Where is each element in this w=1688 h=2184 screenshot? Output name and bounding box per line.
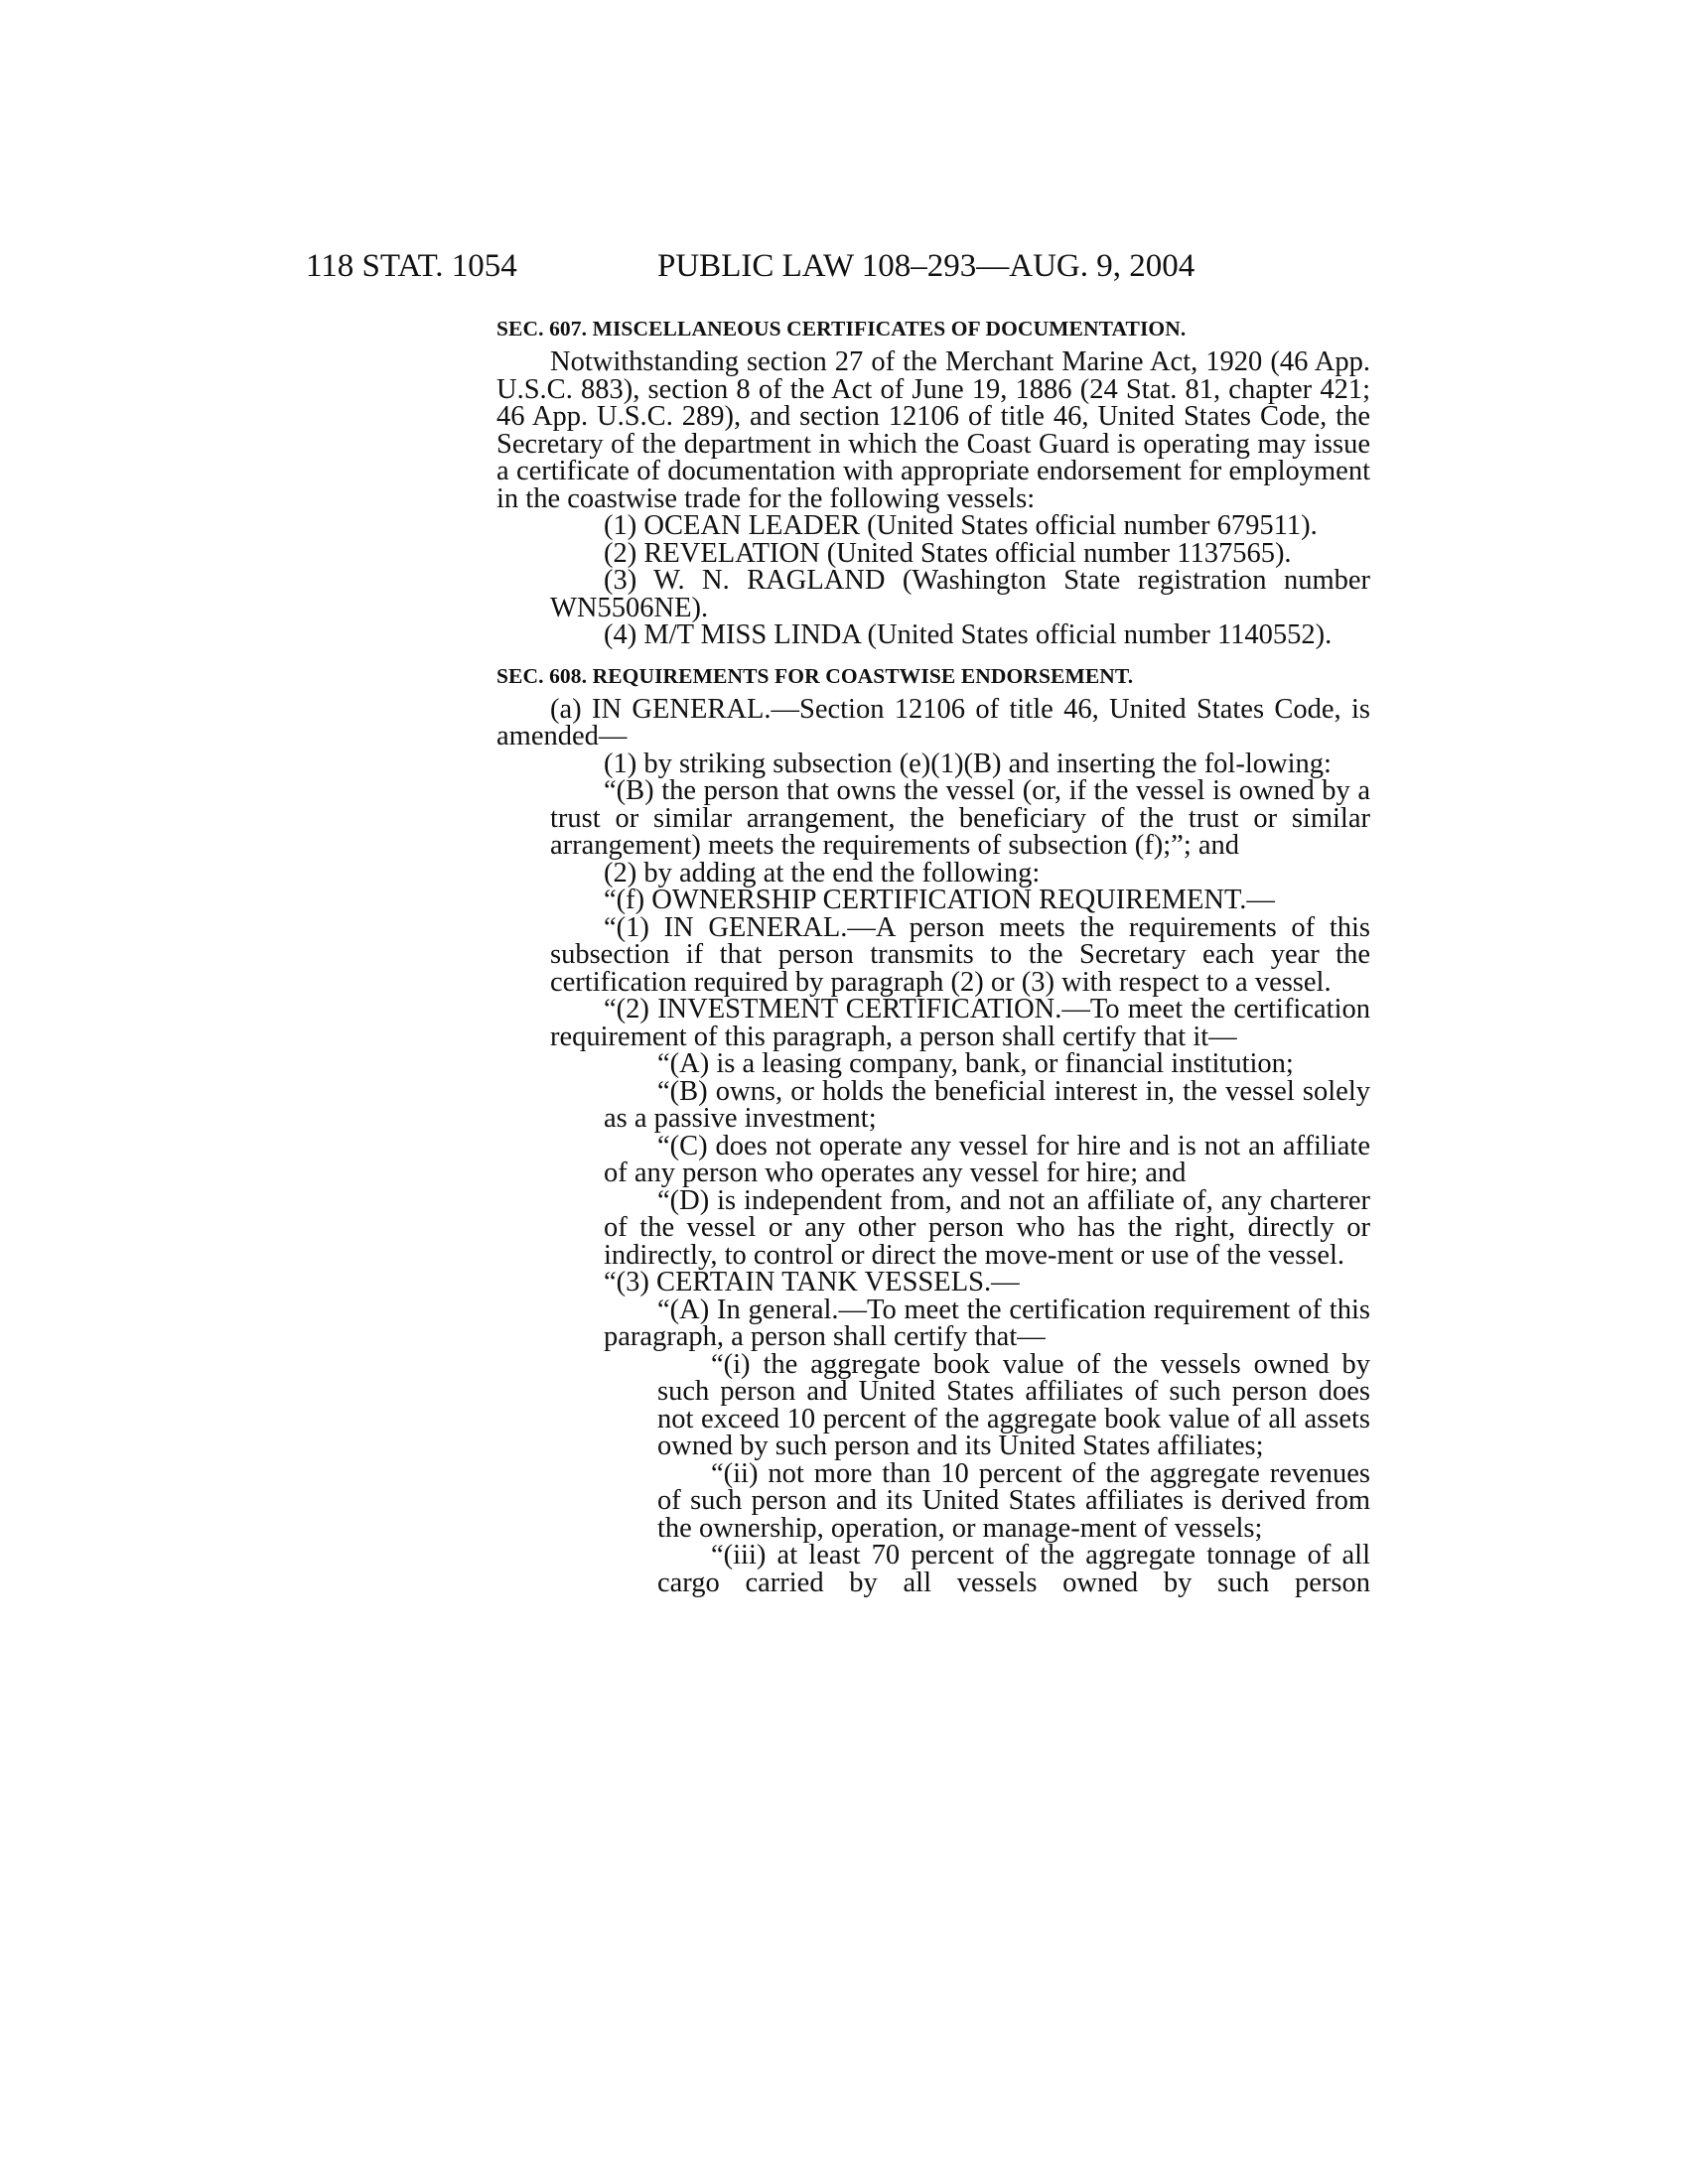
subsection-f-heading: “(f) OWNERSHIP CERTIFICATION REQUIREMENT.— [604,885,1275,915]
subparagraph-f2-A: “(A) is a leasing company, bank, or financial institution; [657,1048,1294,1079]
stat-page-number: 118 STAT. 1054 [306,248,517,284]
clause-f3-A-i: “(i) the aggregate book value of the vessels owned by such person and United States affiliates of such person does not exceed 10 percent of the aggregate book value of all assets owned by such person and its United States affiliates; [657,1348,1370,1461]
public-law-citation: PUBLIC LAW 108–293—AUG. 9, 2004 [657,248,1196,284]
subparagraph-f2-C: “(C) does not operate any vessel for hire and is not an affiliate of any person who operates any vessel for hire; and [604,1130,1370,1188]
subparagraph-f3-A: “(A) In general.—To meet the certification requirement of this paragraph, a person shall certify that— [604,1294,1370,1352]
vessel-item: (1) OCEAN LEADER (United States official number 679511). [604,510,1318,541]
clause-f3-A-iii: “(iii) at least 70 percent of the aggregate tonnage of all cargo carried by all vessels owned by such person [657,1540,1370,1598]
subparagraph-a1-B: “(B) the person that owns the vessel (or, if the vessel is owned by a trust or similar arrangement, the beneficiary of the trust or similar arrangement) meets the requirements of subsection (f);”; and [550,775,1370,861]
section-gap [496,649,1370,663]
paragraph-a2: (2) by adding at the end the following: [604,857,1041,888]
page-header [306,246,1368,286]
paragraph-f1: “(1) IN GENERAL.—A person meets the requirements of this subsection if that person transmits to the Secretary each year the certification required by paragraph (2) or (3) with respect to a vessel. [550,911,1370,998]
subparagraph-f2-B: “(B) owns, or holds the beneficial interest in, the vessel solely as a passive investment; [604,1075,1370,1134]
vessel-item: (2) REVELATION (United States official number 1137565). [604,537,1292,569]
paragraph-f3-heading: “(3) CERTAIN TANK VESSELS.— [604,1267,1020,1297]
clause-f3-A-ii: “(ii) not more than 10 percent of the aggregate revenues of such person and its United States affiliates is derived from the ownership, operation, or manage-ment of vessels; [657,1457,1370,1544]
paragraph-f2: “(2) INVESTMENT CERTIFICATION.—To meet the certification requirement of this paragraph, a person shall certify that it— [550,994,1370,1052]
vessel-item: (3) W. N. RAGLAND (Washington State registration number WN5506NE). [550,565,1370,623]
document-body [496,316,1370,1596]
section-607-intro: Notwithstanding section 27 of the Merchant Marine Act, 1920 (46 App. U.S.C. 883), section 8 of the Act of June 19, 1886 (24 Stat. 81, chapter 421; 46 App. U.S.C. 289), and section 12106 of title 46, United States Code, the Secretary of the department in which the Coast Guard is operating may issue a certificate of documentation with appropriate endorsement for employment in the coastwise trade for the following vessels: [496,346,1370,514]
vessel-item: (4) M/T MISS LINDA (United States official number 1140552). [604,619,1333,650]
subparagraph-f2-D: “(D) is independent from, and not an affiliate of, any charterer of the vessel or any other person who has the right, directly or indirectly, to control or direct the move-ment or use of the vessel. [604,1184,1370,1271]
section-607-heading: SEC. 607. MISCELLANEOUS CERTIFICATES OF DOCUMENTATION. [496,317,1187,341]
section-608-heading: SEC. 608. REQUIREMENTS FOR COASTWISE ENDORSEMENT. [496,663,1134,688]
subsection-a: (a) IN GENERAL.—Section 12106 of title 46, United States Code, is amended— [496,693,1370,751]
paragraph-a1: (1) by striking subsection (e)(1)(B) and inserting the fol-lowing: [604,748,1332,779]
